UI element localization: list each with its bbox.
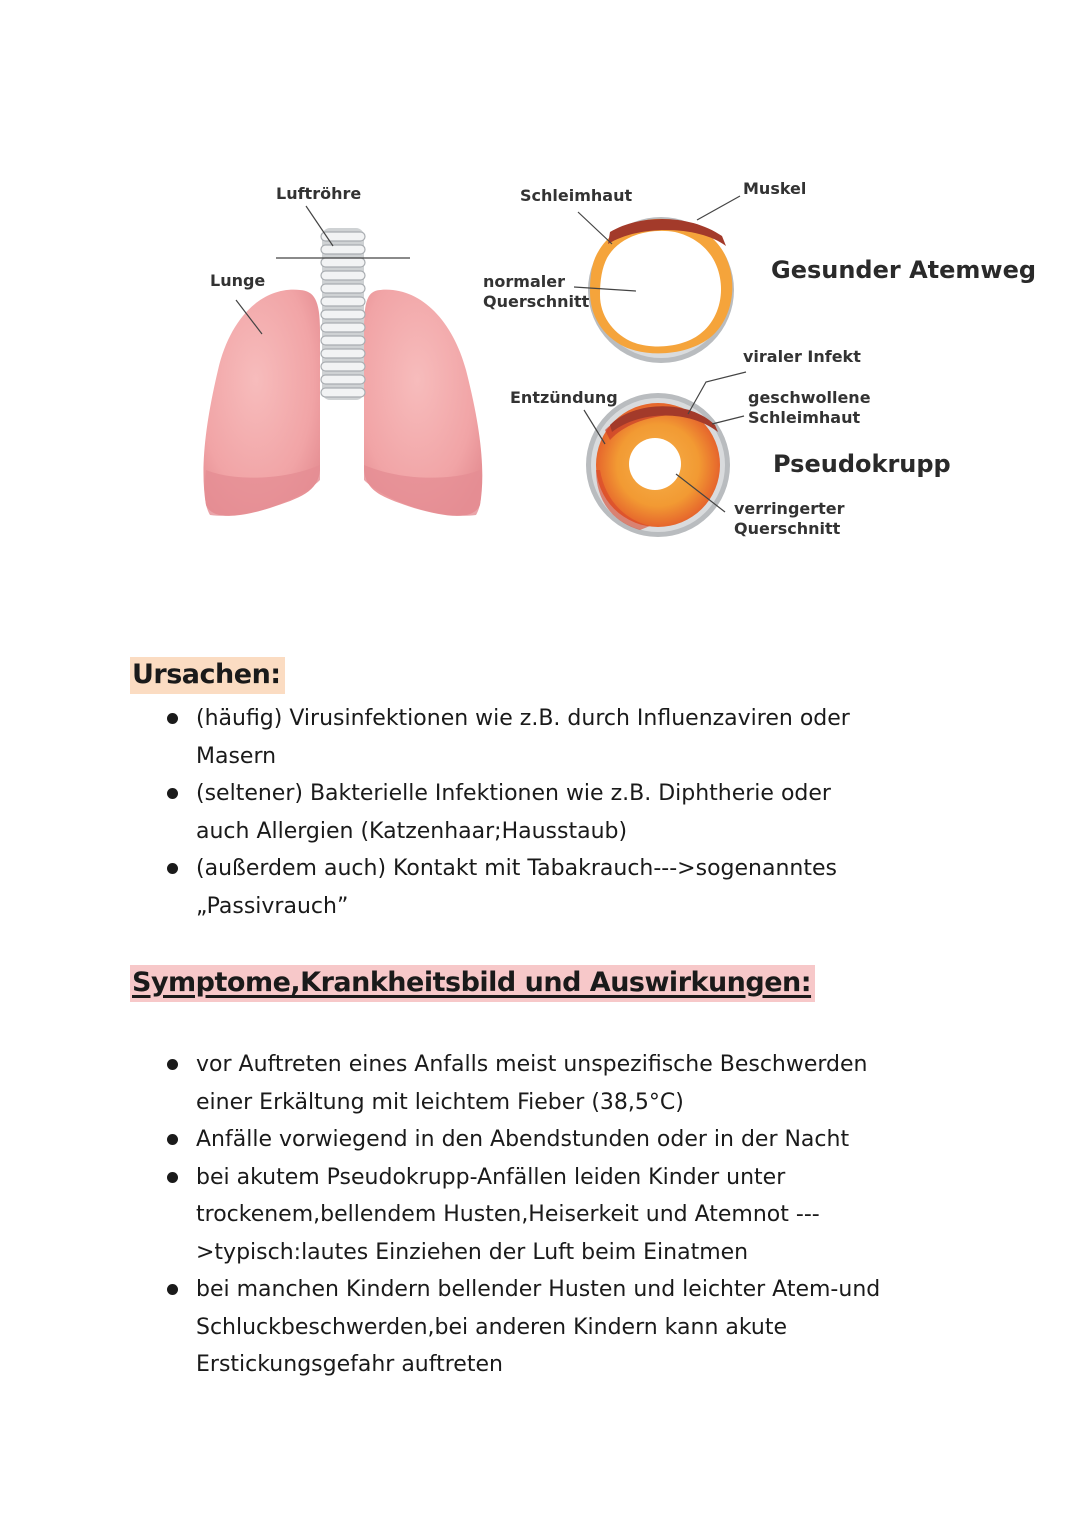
label-reduced-cross-section-line2: Querschnitt [734,519,841,538]
label-reduced-cross-section-line1: verringerter [734,499,845,518]
label-muscle: Muskel [743,179,807,198]
symptoms-heading: Symptome,Krankheitsbild und Auswirkungen: [130,965,815,1002]
healthy-airway-cross-section [588,217,734,363]
list-item: vor Auftreten eines Anfalls meist unspezifische Beschwerden einer Erkältung mit leichtem Fieber (38,5°C) [130,1046,890,1121]
label-trachea: Luftröhre [276,184,362,203]
title-healthy-airway: Gesunder Atemweg [771,256,1037,284]
label-inflammation: Entzündung [510,388,618,407]
symptoms-list [130,1046,890,1384]
list-item: bei manchen Kindern bellender Husten und leichter Atem-und Schluckbeschwerden,bei anderen Kindern kann akute Erstickungsgefahr auftreten [130,1271,890,1384]
list-item: (seltener) Bakterielle Infektionen wie z.B. Diphtherie oder auch Allergien (Katzenhaar;Hausstaub) [130,775,890,850]
list-item: bei akutem Pseudokrupp-Anfällen leiden Kinder unter trockenem,bellendem Husten,Heiserkeit und Atemnot --->typisch:lautes Einziehen der Luft beim Einatmen [130,1159,890,1272]
list-item: (außerdem auch) Kontakt mit Tabakrauch--->sogenanntes „Passivrauch” [130,850,890,925]
label-normal-cross-section-line2: Querschnitt [483,292,590,311]
label-viral-infection: viraler Infekt [743,347,861,366]
label-lung: Lunge [210,271,266,290]
list-item: (häufig) Virusinfektionen wie z.B. durch Influenzaviren oder Masern [130,700,890,775]
trachea [321,228,365,400]
label-mucosa: Schleimhaut [520,186,633,205]
causes-list [130,700,890,925]
list-item: Anfälle vorwiegend in den Abendstunden oder in der Nacht [130,1121,890,1159]
causes-heading: Ursachen: [130,657,285,694]
label-swollen-mucosa-line2: Schleimhaut [748,408,861,427]
title-pseudocroup: Pseudokrupp [773,450,951,478]
label-normal-cross-section-line1: normaler [483,272,565,291]
label-swollen-mucosa-line1: geschwollene [748,388,871,407]
pseudocroup-cross-section [586,393,730,537]
